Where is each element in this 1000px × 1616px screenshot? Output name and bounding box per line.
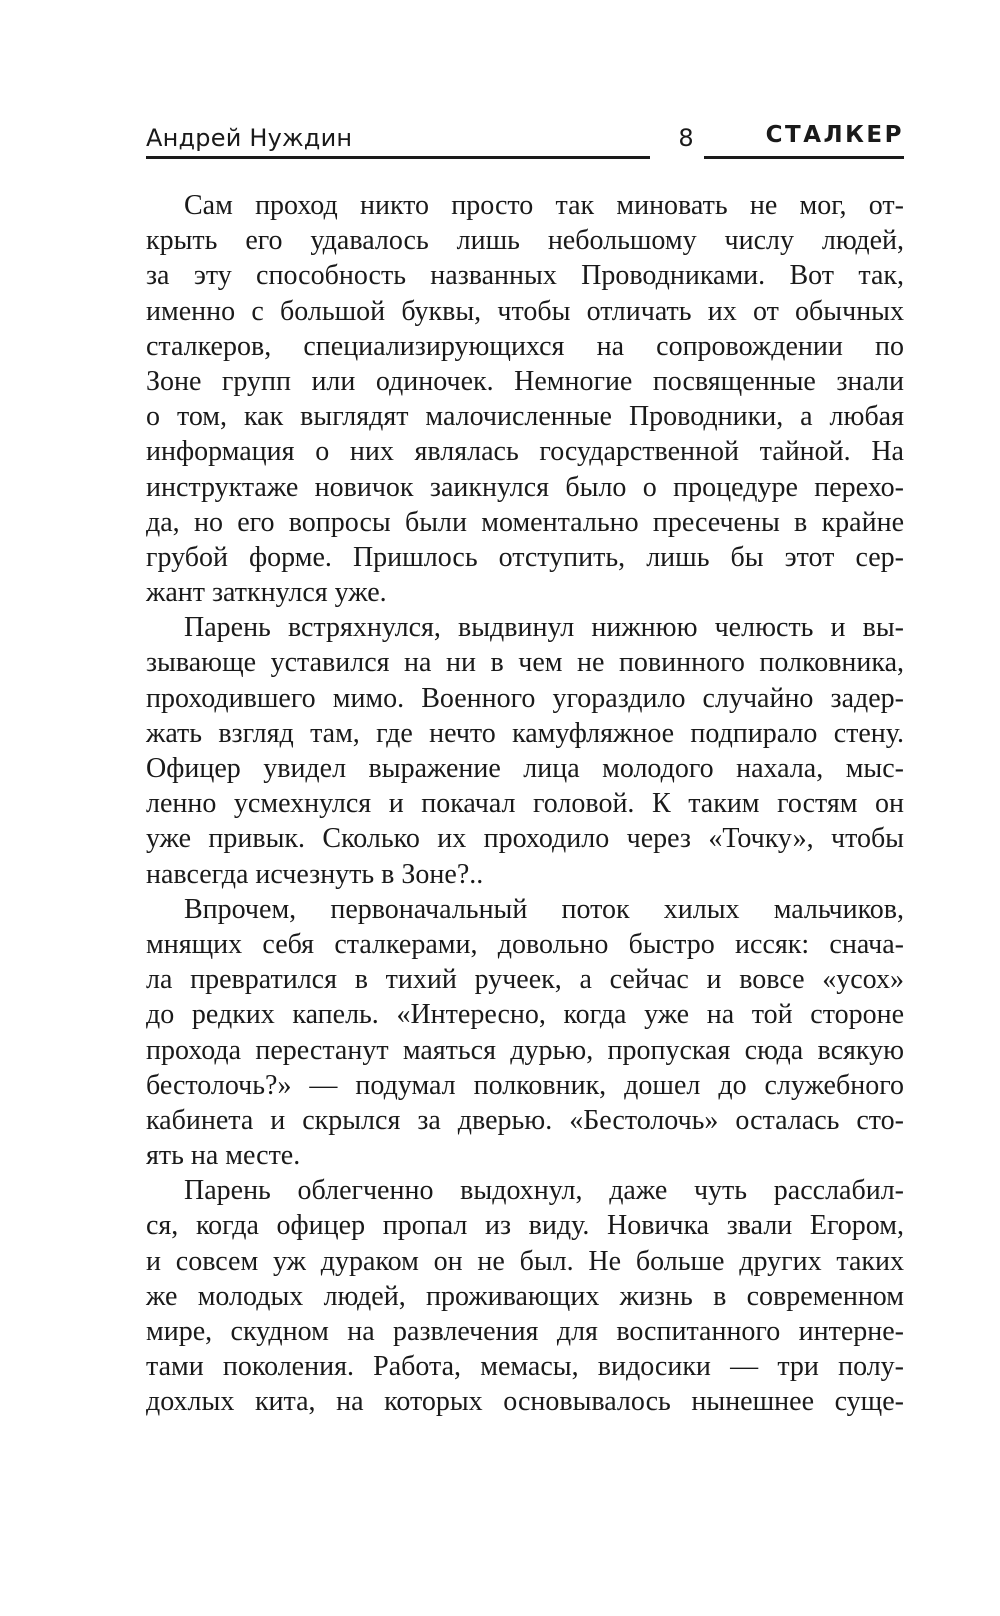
series-title: СТАЛКЕР (765, 122, 904, 148)
text-line: ся, когда офицер пропал из виду. Новичка звали Егором, (146, 1210, 904, 1242)
text-line: прохода перестанут маяться дурью, пропуская сюда всякую (146, 1034, 904, 1066)
header-rule-right (704, 156, 904, 159)
text-line: бестолочь?» — подумал полковник, дошел до служебного (146, 1069, 904, 1101)
paragraph (146, 1173, 904, 1419)
paragraph (146, 188, 904, 610)
body-text (146, 188, 904, 1420)
text-line: мнящих себя сталкерами, довольно быстро иссяк: снача- (146, 928, 904, 960)
text-line: кабинета и скрылся за дверью. «Бестолочь» осталась сто- (146, 1104, 904, 1136)
text-line: Парень облегченно выдохнул, даже чуть расслабил- (184, 1175, 904, 1207)
header-rule-left (146, 156, 650, 159)
text-line: Впрочем, первоначальный поток хилых мальчиков, (184, 893, 904, 925)
text-line: информация о них являлась государственной тайной. На (146, 436, 904, 468)
text-line: ла превратился в тихий ручеек, а сейчас и вовсе «усох» (146, 964, 904, 996)
text-line: инструктаже новичок заикнулся было о процедуре перехо- (146, 471, 904, 503)
text-line: мире, скудном на развлечения для воспитанного интерне- (146, 1316, 904, 1347)
running-header (146, 114, 904, 164)
text-line: за эту способность названных Проводниками. Вот так, (146, 260, 904, 292)
text-line: Офицер увидел выражение лица молодого нахала, мыс- (146, 753, 904, 784)
text-line: Парень встряхнулся, выдвинул нижнюю челюсть и вы- (184, 612, 904, 644)
text-line: крыть его удавалось лишь небольшому числу людей, (146, 225, 904, 257)
text-line: уже привык. Сколько их проходило через «Точку», чтобы (146, 823, 904, 855)
page-number: 8 (678, 124, 694, 152)
text-line: ленно усмехнулся и покачал головой. К таким гостям он (146, 788, 904, 820)
text-line: жант заткнулся уже. (146, 577, 387, 609)
text-line: да, но его вопросы были моментально пресечены в крайне (146, 506, 904, 538)
text-line: тами поколения. Работа, мемасы, видосики — три полу- (146, 1351, 904, 1383)
text-line: же молодых людей, проживающих жизнь в современном (146, 1280, 904, 1312)
text-line: навсегда исчезнуть в Зоне?.. (146, 858, 484, 890)
text-line: сталкеров, специализирующихся на сопровождении по (146, 330, 904, 362)
text-line: и совсем уж дураком он не был. Не больше других таких (146, 1245, 904, 1277)
text-line: именно с большой буквы, чтобы отличать их от обычных (146, 295, 904, 327)
text-line: Сам проход никто просто так миновать не мог, от- (184, 190, 904, 221)
header-author: Андрей Нуждин (146, 124, 353, 152)
text-line: ять на месте. (146, 1140, 301, 1172)
text-line: зывающе уставился на ни в чем не повинного полковника, (146, 647, 904, 679)
paragraph (146, 610, 904, 892)
text-line: до редких капель. «Интересно, когда уже на той стороне (146, 999, 904, 1031)
text-line: дохлых кита, на которых основывалось нынешнее суще- (146, 1386, 904, 1418)
paragraph (146, 892, 904, 1174)
text-line: о том, как выглядят малочисленные Проводники, а любая (146, 401, 904, 433)
text-line: Зоне групп или одиночек. Немногие посвященные знали (146, 365, 904, 397)
text-line: проходившего мимо. Военного угораздило случайно задер- (146, 682, 904, 714)
text-line: жать взгляд там, где нечто камуфляжное подпирало стену. (146, 717, 904, 749)
text-line: грубой форме. Пришлось отступить, лишь бы этот сер- (146, 541, 904, 573)
